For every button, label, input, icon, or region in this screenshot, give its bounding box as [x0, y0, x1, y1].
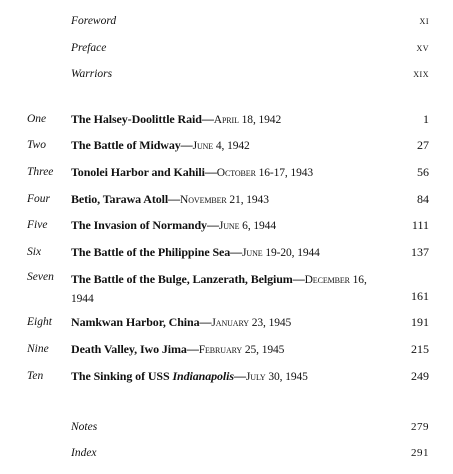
entry-page: xix: [413, 68, 429, 80]
chapter-number: Three: [27, 166, 54, 178]
chapter-date: June 19-20, 1944: [242, 247, 320, 259]
chapter-title-text: The Invasion of Normandy: [71, 218, 207, 232]
title-separator: —: [180, 138, 193, 152]
chapter-page: 161: [411, 289, 429, 303]
chapter-number: Seven: [27, 271, 54, 283]
chapter-page: 1: [423, 112, 429, 126]
chapter-title: [71, 218, 391, 234]
chapter-date: December 16, 1944: [71, 274, 367, 305]
title-separator: —: [206, 218, 219, 232]
chapter-number: Six: [27, 246, 42, 258]
chapter-title-text: The Battle of the Bulge, Lanzerath, Belgium: [71, 272, 293, 286]
title-separator: —: [204, 165, 217, 179]
entry-title: Foreword: [71, 15, 117, 27]
title-separator: —: [199, 315, 212, 329]
chapter-page: 137: [411, 245, 429, 259]
chapter-page: 27: [417, 138, 429, 152]
entry-page: 279: [411, 421, 429, 433]
chapter-title-text: The Halsey-Doolittle Raid: [71, 112, 202, 126]
chapter-date: June 6, 1944: [218, 220, 276, 232]
chapter-title-text: The Battle of Midway: [71, 138, 181, 152]
chapter-title-text: The Battle of the Philippine Sea: [71, 245, 231, 259]
entry-title: Index: [71, 447, 97, 459]
title-separator: —: [201, 112, 214, 126]
chapter-page: 191: [411, 315, 429, 329]
chapter-title: [71, 245, 391, 261]
title-separator: —: [292, 272, 305, 286]
chapter-date: November 21, 1943: [180, 194, 269, 206]
chapter-date: June 4, 1942: [192, 140, 250, 152]
title-separator: —: [230, 245, 243, 259]
chapter-number: Four: [27, 193, 50, 205]
chapter-title-text: The Sinking of USS: [71, 369, 173, 383]
chapter-title: [71, 369, 391, 385]
chapter-page: 56: [417, 165, 429, 179]
title-separator: —: [168, 192, 181, 206]
entry-page: xi: [419, 15, 429, 27]
chapter-title-text: Betio, Tarawa Atoll: [71, 192, 169, 206]
title-separator: —: [233, 369, 246, 383]
chapter-number: Ten: [27, 370, 44, 382]
chapter-page: 84: [417, 192, 429, 206]
entry-title: Preface: [71, 42, 107, 54]
entry-page: 291: [411, 447, 429, 459]
chapter-date: April 18, 1942: [213, 114, 282, 126]
chapter-title-text: Tonolei Harbor and Kahili: [71, 165, 205, 179]
chapter-date: July 30, 1945: [245, 371, 308, 383]
chapter-title: [71, 342, 391, 358]
chapter-title: [71, 192, 391, 208]
chapter-title: [71, 270, 371, 308]
entry-page: xv: [416, 42, 429, 54]
chapter-page: 249: [411, 369, 429, 383]
chapter-page: 215: [411, 342, 429, 356]
chapter-title: [71, 165, 391, 181]
chapter-number: Five: [27, 219, 48, 231]
chapter-number: Nine: [27, 343, 49, 355]
chapter-title-text: Namkwan Harbor, China: [71, 315, 200, 329]
entry-title: Warriors: [71, 68, 113, 80]
chapter-date: February 25, 1945: [198, 344, 285, 356]
chapter-title: [71, 315, 391, 331]
ship-name: Indianapolis: [172, 369, 234, 383]
chapter-number: Eight: [27, 316, 52, 328]
entry-title: Notes: [71, 421, 98, 433]
chapter-title: [71, 138, 391, 154]
title-separator: —: [186, 342, 199, 356]
chapter-page: 111: [411, 218, 429, 232]
chapter-number: Two: [27, 139, 46, 151]
chapter-title: [71, 112, 391, 128]
chapter-date: January 23, 1945: [211, 317, 292, 329]
chapter-date: October 16-17, 1943: [216, 167, 314, 179]
chapter-number: One: [27, 113, 47, 125]
chapter-title-text: Death Valley, Iwo Jima: [71, 342, 187, 356]
